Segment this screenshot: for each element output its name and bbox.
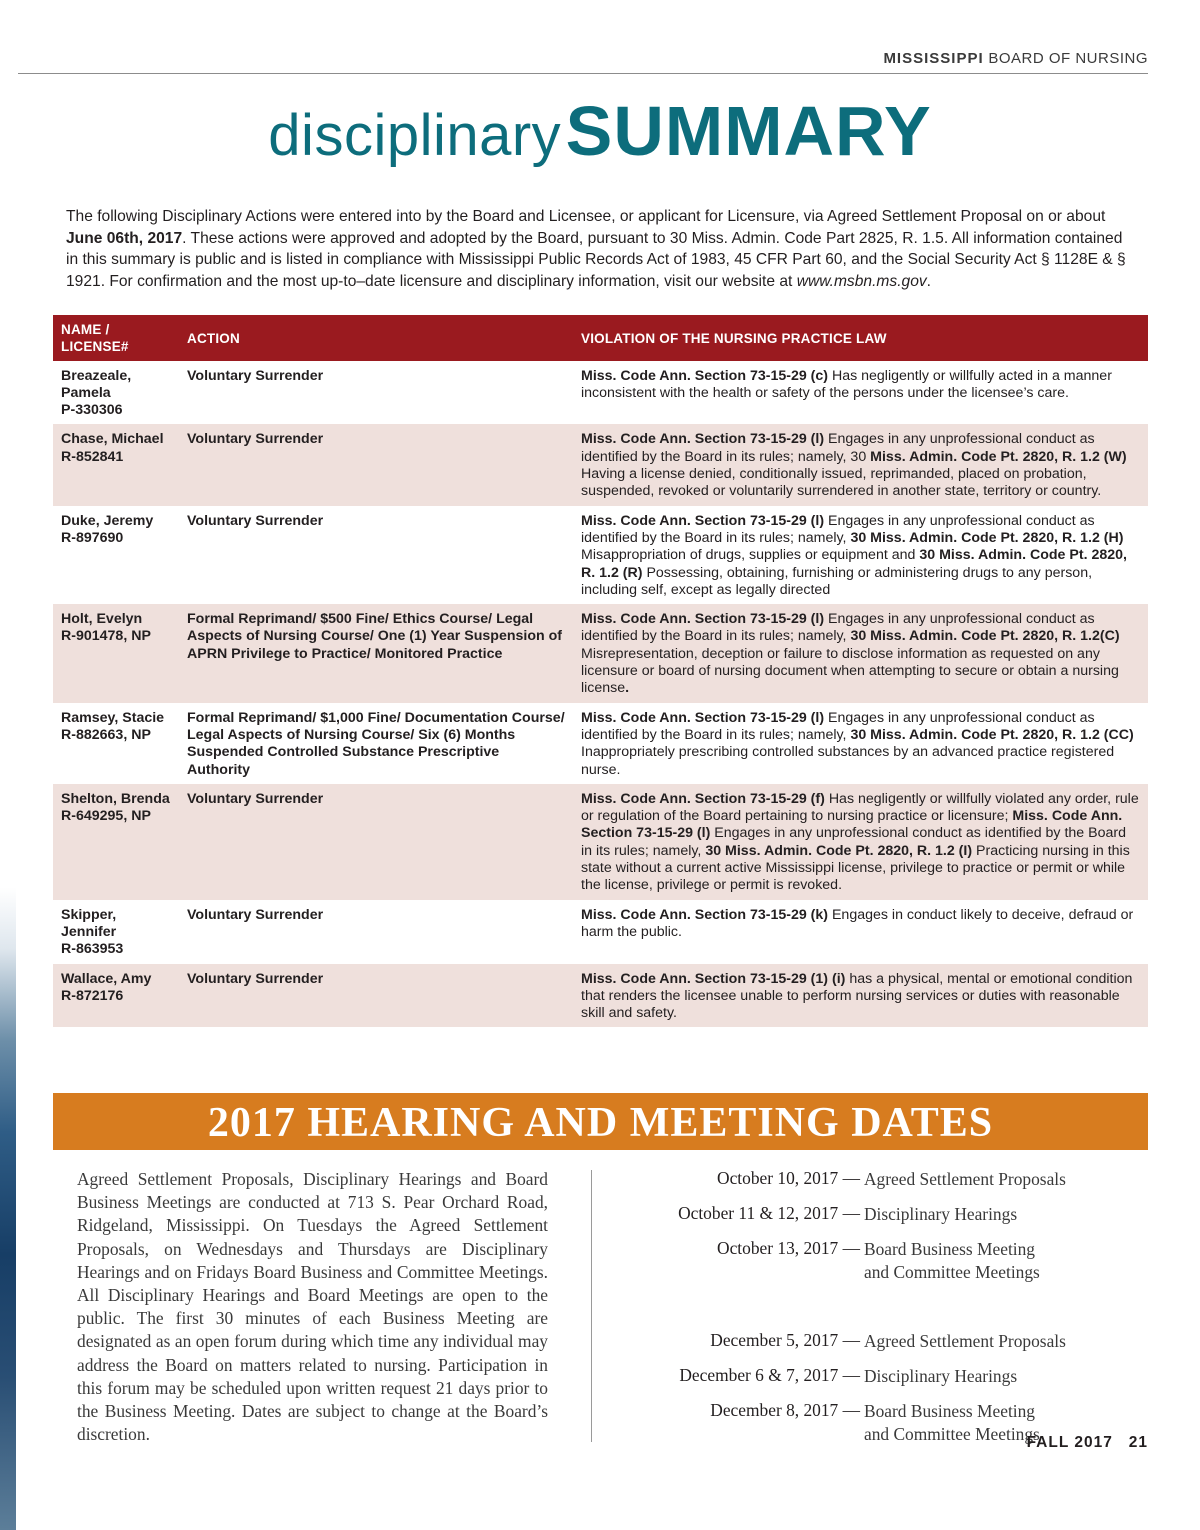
violation-citation: 30 Miss. Admin. Code Pt. 2820, R. 1.2 (H) <box>850 529 1124 546</box>
intro-text-3: . <box>926 272 932 290</box>
cell-name-license: Wallace, Amy R-872176 <box>53 964 179 1028</box>
cell-name-license: Chase, Michael R-852841 <box>53 424 179 505</box>
intro-date: June 06th, 2017 <box>66 229 183 247</box>
meeting-date: October 10, 2017 — <box>717 1168 860 1188</box>
footer-issue: FALL 2017 <box>1026 1434 1113 1451</box>
meeting-date: December 5, 2017 — <box>710 1330 860 1350</box>
violation-citation: Miss. Code Ann. Section 73-15-29 (l) <box>581 808 1123 842</box>
title-light: disciplinary <box>268 103 562 168</box>
intro-paragraph <box>66 206 1136 292</box>
cell-action: Voluntary Surrender <box>187 367 324 384</box>
running-head-state: MISSISSIPPI <box>883 50 984 67</box>
table-row <box>53 900 1148 964</box>
hearing-dates-banner <box>53 1093 1148 1150</box>
cover-photo-edge <box>0 0 16 1530</box>
cell-action: Voluntary Surrender <box>179 964 573 1028</box>
violation-citation: 30 Miss. Admin. Code Pt. 2820, R. 1.2 (I) <box>705 842 977 859</box>
cell-violation <box>573 964 1148 1028</box>
meeting-event: Agreed Settlement Proposals <box>864 1169 1066 1189</box>
violation-citation: Miss. Code Ann. Section 73-15-29 (f) <box>581 790 829 807</box>
violation-citation: Miss. Code Ann. Section 73-15-29 (1) (i) <box>581 970 850 987</box>
page-footer <box>1027 1434 1148 1452</box>
violation-text: Has negligently or willfully violated any order, rule or regulation of the Board pertaining to nursing practice or licensure; <box>581 790 1139 825</box>
violation-citation: Miss. Code Ann. Section 73-15-29 (k) <box>581 906 832 923</box>
violation-text: Engages in any unprofessional conduct as identified by the Board in its rules; namely, <box>581 825 1126 859</box>
column-header-violation: VIOLATION OF THE NURSING PRACTICE LAW <box>573 315 1148 361</box>
violation-text: Has negligently or willfully acted in a manner inconsistent with the health or safety of the persons under the licensee’s care. <box>581 367 1112 401</box>
cell-violation <box>573 900 1148 964</box>
intro-text-1: The following Disciplinary Actions were entered into by the Board and Licensee, or applicant for Licensure, via Agreed Settlement Proposal on or about <box>66 208 1106 225</box>
violation-text: Engages in any unprofessional conduct as identified by the Board in its rules; namely, 30 <box>581 431 1095 465</box>
column-divider <box>591 1170 592 1442</box>
cell-violation <box>573 703 1148 784</box>
banner-title: 2017 HEARING AND MEETING DATES <box>207 1100 994 1146</box>
meeting-event: Board Business Meeting and Committee Meetings <box>864 1239 1040 1282</box>
column-header-action: ACTION <box>179 315 573 361</box>
running-head <box>883 50 1148 67</box>
violation-citation: Miss. Code Ann. Section 73-15-29 (l) <box>581 431 829 448</box>
cell-violation <box>573 361 1148 425</box>
title-bold: SUMMARY <box>565 92 932 170</box>
cell-action: Formal Reprimand/ $1,000 Fine/ Documentation Course/ Legal Aspects of Nursing Course/ Six (6) Months Suspended Controlled Substance Prescriptive Authority <box>187 709 565 778</box>
violation-text: has a physical, mental or emotional condition that renders the licensee unable to perform nursing services or duties with reasonable skill and safety. <box>581 970 1133 1022</box>
page-number: 21 <box>1128 1434 1148 1451</box>
violation-citation: Miss. Code Ann. Section 73-15-29 (l) <box>581 611 829 628</box>
violation-text: Possessing, obtaining, furnishing or administering drugs to any person, including self, except as legally directed <box>581 564 1093 598</box>
violation-citation: 30 Miss. Admin. Code Pt. 2820, R. 1.2(C) <box>850 628 1120 645</box>
meeting-event: Disciplinary Hearings <box>864 1366 1018 1386</box>
cell-action: Voluntary Surrender <box>187 906 324 923</box>
disciplinary-table <box>53 315 1148 1027</box>
cell-name-license: Holt, Evelyn R-901478, NP <box>53 604 179 702</box>
meeting-date: December 8, 2017 — <box>710 1400 860 1420</box>
table-body <box>53 361 1148 1028</box>
meeting-date: December 6 & 7, 2017 — <box>679 1365 860 1385</box>
meeting-event: Disciplinary Hearings <box>864 1204 1018 1224</box>
cell-action: Voluntary Surrender <box>187 512 324 529</box>
cell-violation <box>573 424 1148 505</box>
meeting-event: Board Business Meeting and Committee Meetings <box>864 1401 1040 1444</box>
cell-name-license: Breazeale, Pamela P-330306 <box>61 367 132 419</box>
table-row <box>53 424 1148 505</box>
cell-name-license: Shelton, Brenda R-649295, NP <box>53 784 179 900</box>
violation-citation: 30 Miss. Admin. Code Pt. 2820, R. 1.2 (CC) <box>850 726 1134 743</box>
violation-text: Misrepresentation, deception or failure to disclose information as requested on any licensure or board of nursing document when attempting to secure or obtain a nursing license <box>581 645 1119 697</box>
table-row <box>53 964 1148 1028</box>
cell-action: Formal Reprimand/ $500 Fine/ Ethics Course/ Legal Aspects of Nursing Course/ One (1) Year Suspension of APRN Privilege to Practice/ Monitored Practice <box>179 604 573 702</box>
cell-name-license: Ramsey, Stacie R-882663, NP <box>61 709 165 743</box>
violation-citation: Miss. Admin. Code Pt. 2820, R. 1.2 (W) <box>870 448 1127 465</box>
table-header-row <box>53 315 1148 361</box>
table-row <box>53 506 1148 604</box>
page-title <box>0 92 1200 170</box>
violation-text: Inappropriately prescribing controlled substances by an advanced practice registered nurse. <box>581 744 1115 778</box>
meeting-event: Agreed Settlement Proposals <box>864 1331 1066 1351</box>
meeting-date: October 11 & 12, 2017 — <box>678 1203 860 1223</box>
violation-text: Engages in any unprofessional conduct as identified by the Board in its rules; namely, <box>581 512 1095 546</box>
cell-action: Voluntary Surrender <box>179 784 573 900</box>
hearing-description: Agreed Settlement Proposals, Disciplinary Hearings and Board Business Meetings are conducted at 713 S. Pear Orchard Road, Ridgeland, Mississippi. On Tuesdays the Agreed Settlement Proposals, on Wednesdays and Thursdays are Disciplinary Hearings and on Fridays Board Business and Committee Meetings. All Disciplinary Hearings and Board Meetings are open to the public. The first 30 minutes of each Business Meeting are designated as an open forum during which time any individual may address the Board on matters related to nursing. Participation in this forum may be scheduled upon written request 21 days prior to the Business Meeting. Dates are subject to change at the Board’s discretion. <box>77 1169 548 1445</box>
table-row <box>53 604 1148 702</box>
cell-action: Voluntary Surrender <box>179 424 573 505</box>
cell-violation <box>573 784 1148 900</box>
table-row <box>53 703 1148 784</box>
column-header-name: NAME / LICENSE# <box>53 315 179 361</box>
violation-citation: Miss. Code Ann. Section 73-15-29 (l) <box>581 709 829 726</box>
violation-text: Engages in conduct likely to deceive, defraud or harm the public. <box>581 906 1134 940</box>
violation-text: Engages in any unprofessional conduct as identified by the Board in its rules; namely, <box>581 611 1095 645</box>
violation-citation: . <box>625 680 630 697</box>
cell-name-license: Duke, Jeremy R-897690 <box>61 512 154 546</box>
cell-name-license: Skipper, Jennifer R-863953 <box>61 906 124 958</box>
cell-violation <box>573 506 1148 604</box>
violation-text: Having a license denied, conditionally issued, reprimanded, placed on probation, suspended, revoked or voluntarily surrendered in another state, territory or country. <box>581 466 1102 500</box>
website-link[interactable]: www.msbn.ms.gov <box>796 272 927 290</box>
running-head-board: BOARD OF NURSING <box>988 50 1148 67</box>
table-row <box>53 361 1148 425</box>
intro-text-2: . These actions were approved and adopted by the Board, pursuant to 30 Miss. Admin. Code Part 2825, R. 1.5. All information contained in this summary is public and is listed in compliance with Mississippi Public Records Act of 1983, 45 CFR Part 60, and the Social Security Act § 1128E & § 1921. For confirmation and the most up-to–date licensure and disciplinary information, visit our website at <box>66 229 1126 290</box>
table-row <box>53 784 1148 900</box>
violation-citation: Miss. Code Ann. Section 73-15-29 (l) <box>581 512 829 529</box>
cell-violation <box>573 604 1148 702</box>
violation-citation: 30 Miss. Admin. Code Pt. 2820, R. 1.2 (R) <box>581 547 1127 581</box>
violation-text: Practicing nursing in this state without a current active Mississippi license, privilege to practice or permit or while the license, privilege or permit is revoked. <box>581 842 1130 894</box>
violation-text: Misappropriation of drugs, supplies or equipment and <box>581 547 920 564</box>
violation-citation: Miss. Code Ann. Section 73-15-29 (c) <box>581 367 832 384</box>
header-rule <box>18 73 1148 74</box>
meeting-date: October 13, 2017 — <box>717 1238 860 1258</box>
violation-text: Engages in any unprofessional conduct as identified by the Board in its rules; namely, <box>581 709 1095 743</box>
